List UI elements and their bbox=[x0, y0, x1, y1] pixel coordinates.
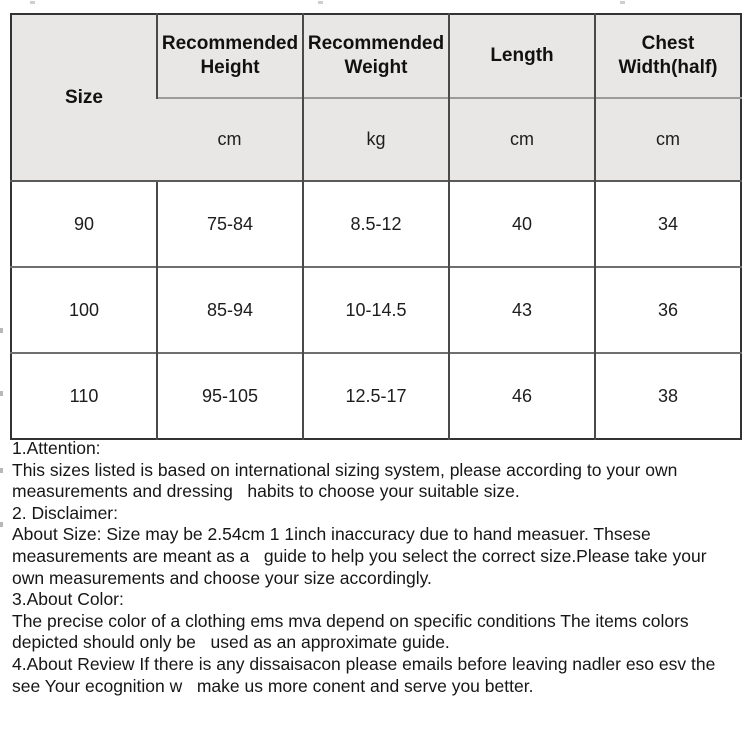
cell-value: 36 bbox=[657, 299, 679, 320]
header-label-line: Chest bbox=[641, 33, 695, 54]
crop-artifact bbox=[0, 468, 3, 473]
crop-artifact bbox=[0, 328, 3, 333]
crop-artifact bbox=[620, 1, 625, 4]
cell-size bbox=[11, 267, 157, 353]
header-label-line: Height bbox=[200, 57, 260, 78]
cell-chest bbox=[595, 181, 741, 267]
table-row bbox=[11, 353, 741, 439]
note-line: 3.About Color: bbox=[12, 589, 124, 610]
cell-weight bbox=[303, 353, 449, 439]
unit-label: cm bbox=[510, 129, 534, 149]
cell-value: 85-94 bbox=[206, 299, 254, 320]
cell-value: 34 bbox=[657, 213, 679, 234]
header-cell-recommended-height bbox=[157, 14, 303, 98]
notes-block bbox=[12, 438, 742, 697]
cell-value: 75-84 bbox=[206, 213, 254, 234]
cell-size bbox=[11, 353, 157, 439]
unit-label: kg bbox=[366, 129, 386, 149]
cell-height bbox=[157, 181, 303, 267]
table-header-title-row bbox=[11, 14, 741, 98]
cell-size bbox=[11, 181, 157, 267]
cell-weight bbox=[303, 181, 449, 267]
cell-weight bbox=[303, 267, 449, 353]
cell-chest bbox=[595, 353, 741, 439]
cell-value: 38 bbox=[657, 385, 679, 406]
cell-value: 110 bbox=[69, 385, 99, 406]
note-line: About Size: Size may be 2.54cm 1 1inch inaccuracy due to hand measuer. Thsese bbox=[12, 524, 651, 545]
cell-length bbox=[449, 353, 595, 439]
note-line: 1.Attention: bbox=[12, 438, 101, 458]
header-label-line: Recommended bbox=[161, 33, 299, 54]
cell-value: 8.5-12 bbox=[350, 213, 402, 234]
unit-cell-height bbox=[157, 98, 303, 181]
header-cell-chest-width bbox=[595, 14, 741, 98]
cell-value: 10-14.5 bbox=[345, 299, 407, 320]
note-line: own measurements and choose your size accordingly. bbox=[12, 567, 432, 588]
header-label-line: Width(half) bbox=[618, 57, 718, 78]
header-label-line: Recommended bbox=[307, 33, 445, 54]
header-cell-size bbox=[11, 14, 157, 181]
table-row bbox=[11, 267, 741, 353]
note-line: measurements are meant as a guide to help you select the correct size.Please take your bbox=[12, 545, 707, 566]
cell-chest bbox=[595, 267, 741, 353]
note-line: depicted should only be used as an approximate guide. bbox=[12, 632, 450, 653]
unit-cell-chest bbox=[595, 98, 741, 181]
header-label-size: Size bbox=[64, 86, 104, 108]
note-line: see Your ecognition w make us more conent and serve you better. bbox=[12, 675, 534, 696]
crop-artifact bbox=[0, 522, 3, 527]
header-label-line: Weight bbox=[344, 57, 408, 78]
header-cell-length bbox=[449, 14, 595, 98]
note-line: measurements and dressing habits to choose your suitable size. bbox=[12, 481, 520, 502]
cell-length bbox=[449, 267, 595, 353]
unit-label: cm bbox=[656, 129, 680, 149]
cell-value: 12.5-17 bbox=[345, 385, 407, 406]
cell-value: 46 bbox=[511, 385, 533, 406]
crop-artifact bbox=[30, 1, 35, 4]
unit-cell-weight bbox=[303, 98, 449, 181]
header-label-line: Length bbox=[490, 45, 554, 66]
header-cell-recommended-weight bbox=[303, 14, 449, 98]
cell-value: 43 bbox=[511, 299, 533, 320]
crop-artifact bbox=[318, 1, 323, 4]
size-chart-table bbox=[10, 13, 742, 440]
cell-value: 40 bbox=[511, 213, 533, 234]
cell-height bbox=[157, 267, 303, 353]
unit-cell-length bbox=[449, 98, 595, 181]
cell-length bbox=[449, 181, 595, 267]
note-line: 2. Disclaimer: bbox=[12, 502, 118, 523]
note-line: The precise color of a clothing ems mva depend on specific conditions The items colors bbox=[12, 610, 689, 631]
cell-value: 90 bbox=[73, 213, 95, 234]
crop-artifact bbox=[0, 391, 3, 396]
note-line: This sizes listed is based on international sizing system, please according to your own bbox=[12, 459, 678, 480]
table-row bbox=[11, 181, 741, 267]
unit-label: cm bbox=[217, 129, 242, 149]
cell-height bbox=[157, 353, 303, 439]
cell-value: 100 bbox=[68, 299, 100, 320]
cell-value: 95-105 bbox=[201, 385, 259, 406]
note-line: 4.About Review If there is any dissaisacon please emails before leaving nadler eso esv the bbox=[12, 653, 716, 674]
